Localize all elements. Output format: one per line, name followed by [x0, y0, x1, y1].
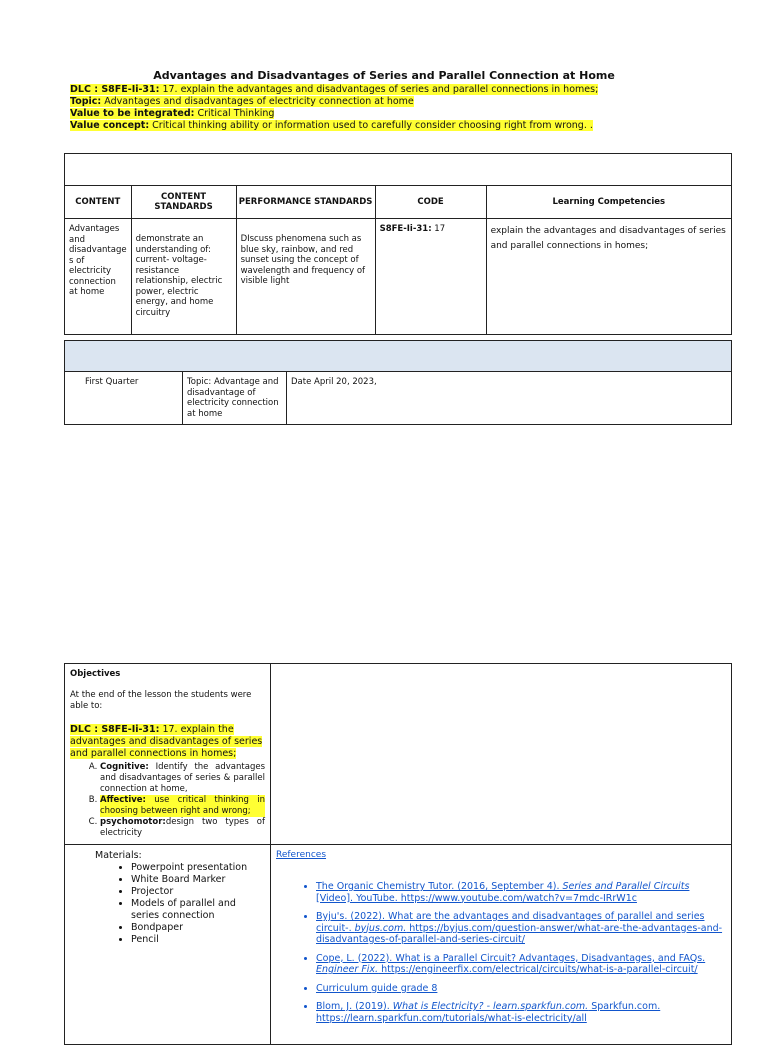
- quarter-table-header-row: [65, 341, 732, 372]
- objectives-heading: Objectives: [70, 669, 121, 679]
- reference-italic: Engineer Fix.: [316, 964, 379, 975]
- reference-link[interactable]: [Video]. YouTube. https://www.youtube.com/watch?v=7mdc-IRrW1c: [316, 892, 637, 904]
- material-item: • Bondpaper: [131, 922, 265, 934]
- objectives-table: [64, 663, 732, 1045]
- materials-cell: [65, 845, 271, 1045]
- objective-text: use critical thinking in choosing between right and wrong;: [100, 795, 265, 816]
- topic-label: Topic:: [70, 96, 102, 107]
- standards-table: [64, 153, 732, 335]
- material-item: • Projector: [131, 886, 265, 898]
- reference-item[interactable]: [316, 911, 726, 946]
- dlc-text: 17. explain the advantages and disadvantages of series and parallel connections in homes;: [159, 84, 599, 95]
- header-content-standards: CONTENT STANDARDS: [131, 186, 236, 219]
- objectives-dlc-label: DLC : S8FE-Ii-31:: [70, 724, 160, 735]
- cell-topic: Topic: Advantage and disadvantage of electricity connection at home: [183, 372, 287, 425]
- reference-text: Curriculum guide grade 8: [316, 982, 438, 994]
- header-code: CODE: [375, 186, 486, 219]
- cell-learning-competencies: explain the advantages and disadvantages of series and parallel connections in homes;: [486, 219, 731, 335]
- lesson-meta: [70, 84, 598, 132]
- value-text: Critical Thinking: [194, 108, 275, 119]
- header-learning-competencies: Learning Competencies: [486, 186, 731, 219]
- value-label: Value to be integrated:: [70, 108, 195, 119]
- materials-list: [95, 862, 265, 946]
- dlc-label: DLC : S8FE-Ii-31:: [70, 84, 160, 95]
- objectives-right-cell: [271, 664, 732, 845]
- objective-text: Identify the advantages and disadvantages of series & parallel connection at home,: [100, 762, 265, 794]
- references-heading-link[interactable]: References: [276, 850, 327, 860]
- topic-line: [70, 96, 598, 108]
- reference-text: The Organic Chemistry Tutor. (2016, September 4).: [316, 881, 563, 892]
- objective-label: psychomotor:: [100, 817, 166, 827]
- reference-link[interactable]: https://byjus.com/question-answer/what-are-the-advantages-and-disadvantages-of-parallel-and-series-circuit/: [316, 922, 723, 945]
- objectives-dlc-text: 17. explain the advantages and disadvantages of series and parallel connections in homes;: [70, 724, 263, 759]
- cell-code: [375, 219, 486, 335]
- header-performance-standards: PERFORMANCE STANDARDS: [236, 186, 375, 219]
- reference-italic: What is Electricity? - learn.sparkfun.com.: [392, 1001, 589, 1012]
- material-item: • Models of parallel and series connection: [131, 898, 265, 922]
- objectives-list: [70, 762, 265, 839]
- reference-item[interactable]: [316, 1001, 726, 1024]
- dlc-line: [70, 84, 598, 96]
- concept-line: [70, 120, 598, 132]
- objectives-dlc: [70, 724, 265, 760]
- reference-link[interactable]: Sparkfun.com. https://learn.sparkfun.com/tutorials/what-is-electricity/all: [316, 1001, 661, 1024]
- objective-label: Affective:: [100, 795, 146, 805]
- reference-item[interactable]: [316, 953, 726, 976]
- header-content: CONTENT: [65, 186, 132, 219]
- objective-psychomotor: [100, 817, 265, 839]
- objective-text: design two types of electricity: [100, 817, 265, 838]
- cell-content-standards: demonstrate an understanding of: current- voltage-resistance relationship, electric power, electric energy, and home circuitry: [131, 219, 236, 335]
- reference-item[interactable]: [316, 983, 726, 995]
- cell-quarter: First Quarter: [65, 372, 183, 425]
- document-title: Advantages and Disadvantages of Series and Parallel Connection at Home: [153, 69, 615, 82]
- reference-item[interactable]: [316, 881, 726, 904]
- material-item: • White Board Marker: [131, 874, 265, 886]
- material-item: • Pencil: [131, 934, 265, 946]
- cell-date: Date April 20, 2023,: [287, 372, 732, 425]
- code-label: S8FE-Ii-31:: [379, 224, 432, 234]
- code-value: 17: [431, 224, 446, 234]
- objective-affective: [100, 795, 265, 817]
- cell-content: Advantages and disadvantage s of electricity connection at home: [65, 219, 132, 335]
- topic-text: Advantages and disadvantages of electricity connection at home: [101, 96, 414, 107]
- reference-text: Byju's. (2022). What are the advantages and disadvantages of parallel and series circuit-.: [316, 911, 705, 934]
- concept-label: Value concept:: [70, 120, 150, 131]
- concept-text: Critical thinking ability or information used to carefully consider choosing right from wrong. .: [149, 120, 593, 131]
- objective-label: Cognitive:: [100, 762, 149, 772]
- objectives-cell: [65, 664, 271, 845]
- material-item: • Powerpoint presentation: [131, 862, 265, 874]
- objectives-intro: At the end of the lesson the students were able to:: [70, 690, 252, 711]
- reference-text: Blom, J. (2019).: [316, 1001, 393, 1012]
- quarter-table: [64, 340, 732, 425]
- references-cell: [271, 845, 732, 1045]
- value-line: [70, 108, 598, 120]
- reference-italic: Series and Parallel Circuits: [562, 881, 690, 892]
- references-list: [276, 881, 726, 1024]
- cell-performance-standards: DIscuss phenomena such as blue sky, rainbow, and red sunset using the concept of wavelength and frequency of visible light: [236, 219, 375, 335]
- objective-cognitive: [100, 762, 265, 795]
- reference-text: Cope, L. (2022). What is a Parallel Circuit? Advantages, Disadvantages, and FAQs.: [316, 952, 706, 964]
- materials-heading: Materials:: [95, 850, 142, 861]
- reference-link[interactable]: https://engineerfix.com/electrical/circuits/what-is-a-parallel-circuit/: [378, 964, 698, 975]
- standards-table-blank-row: [65, 154, 732, 186]
- reference-italic: byjus.com.: [354, 922, 407, 934]
